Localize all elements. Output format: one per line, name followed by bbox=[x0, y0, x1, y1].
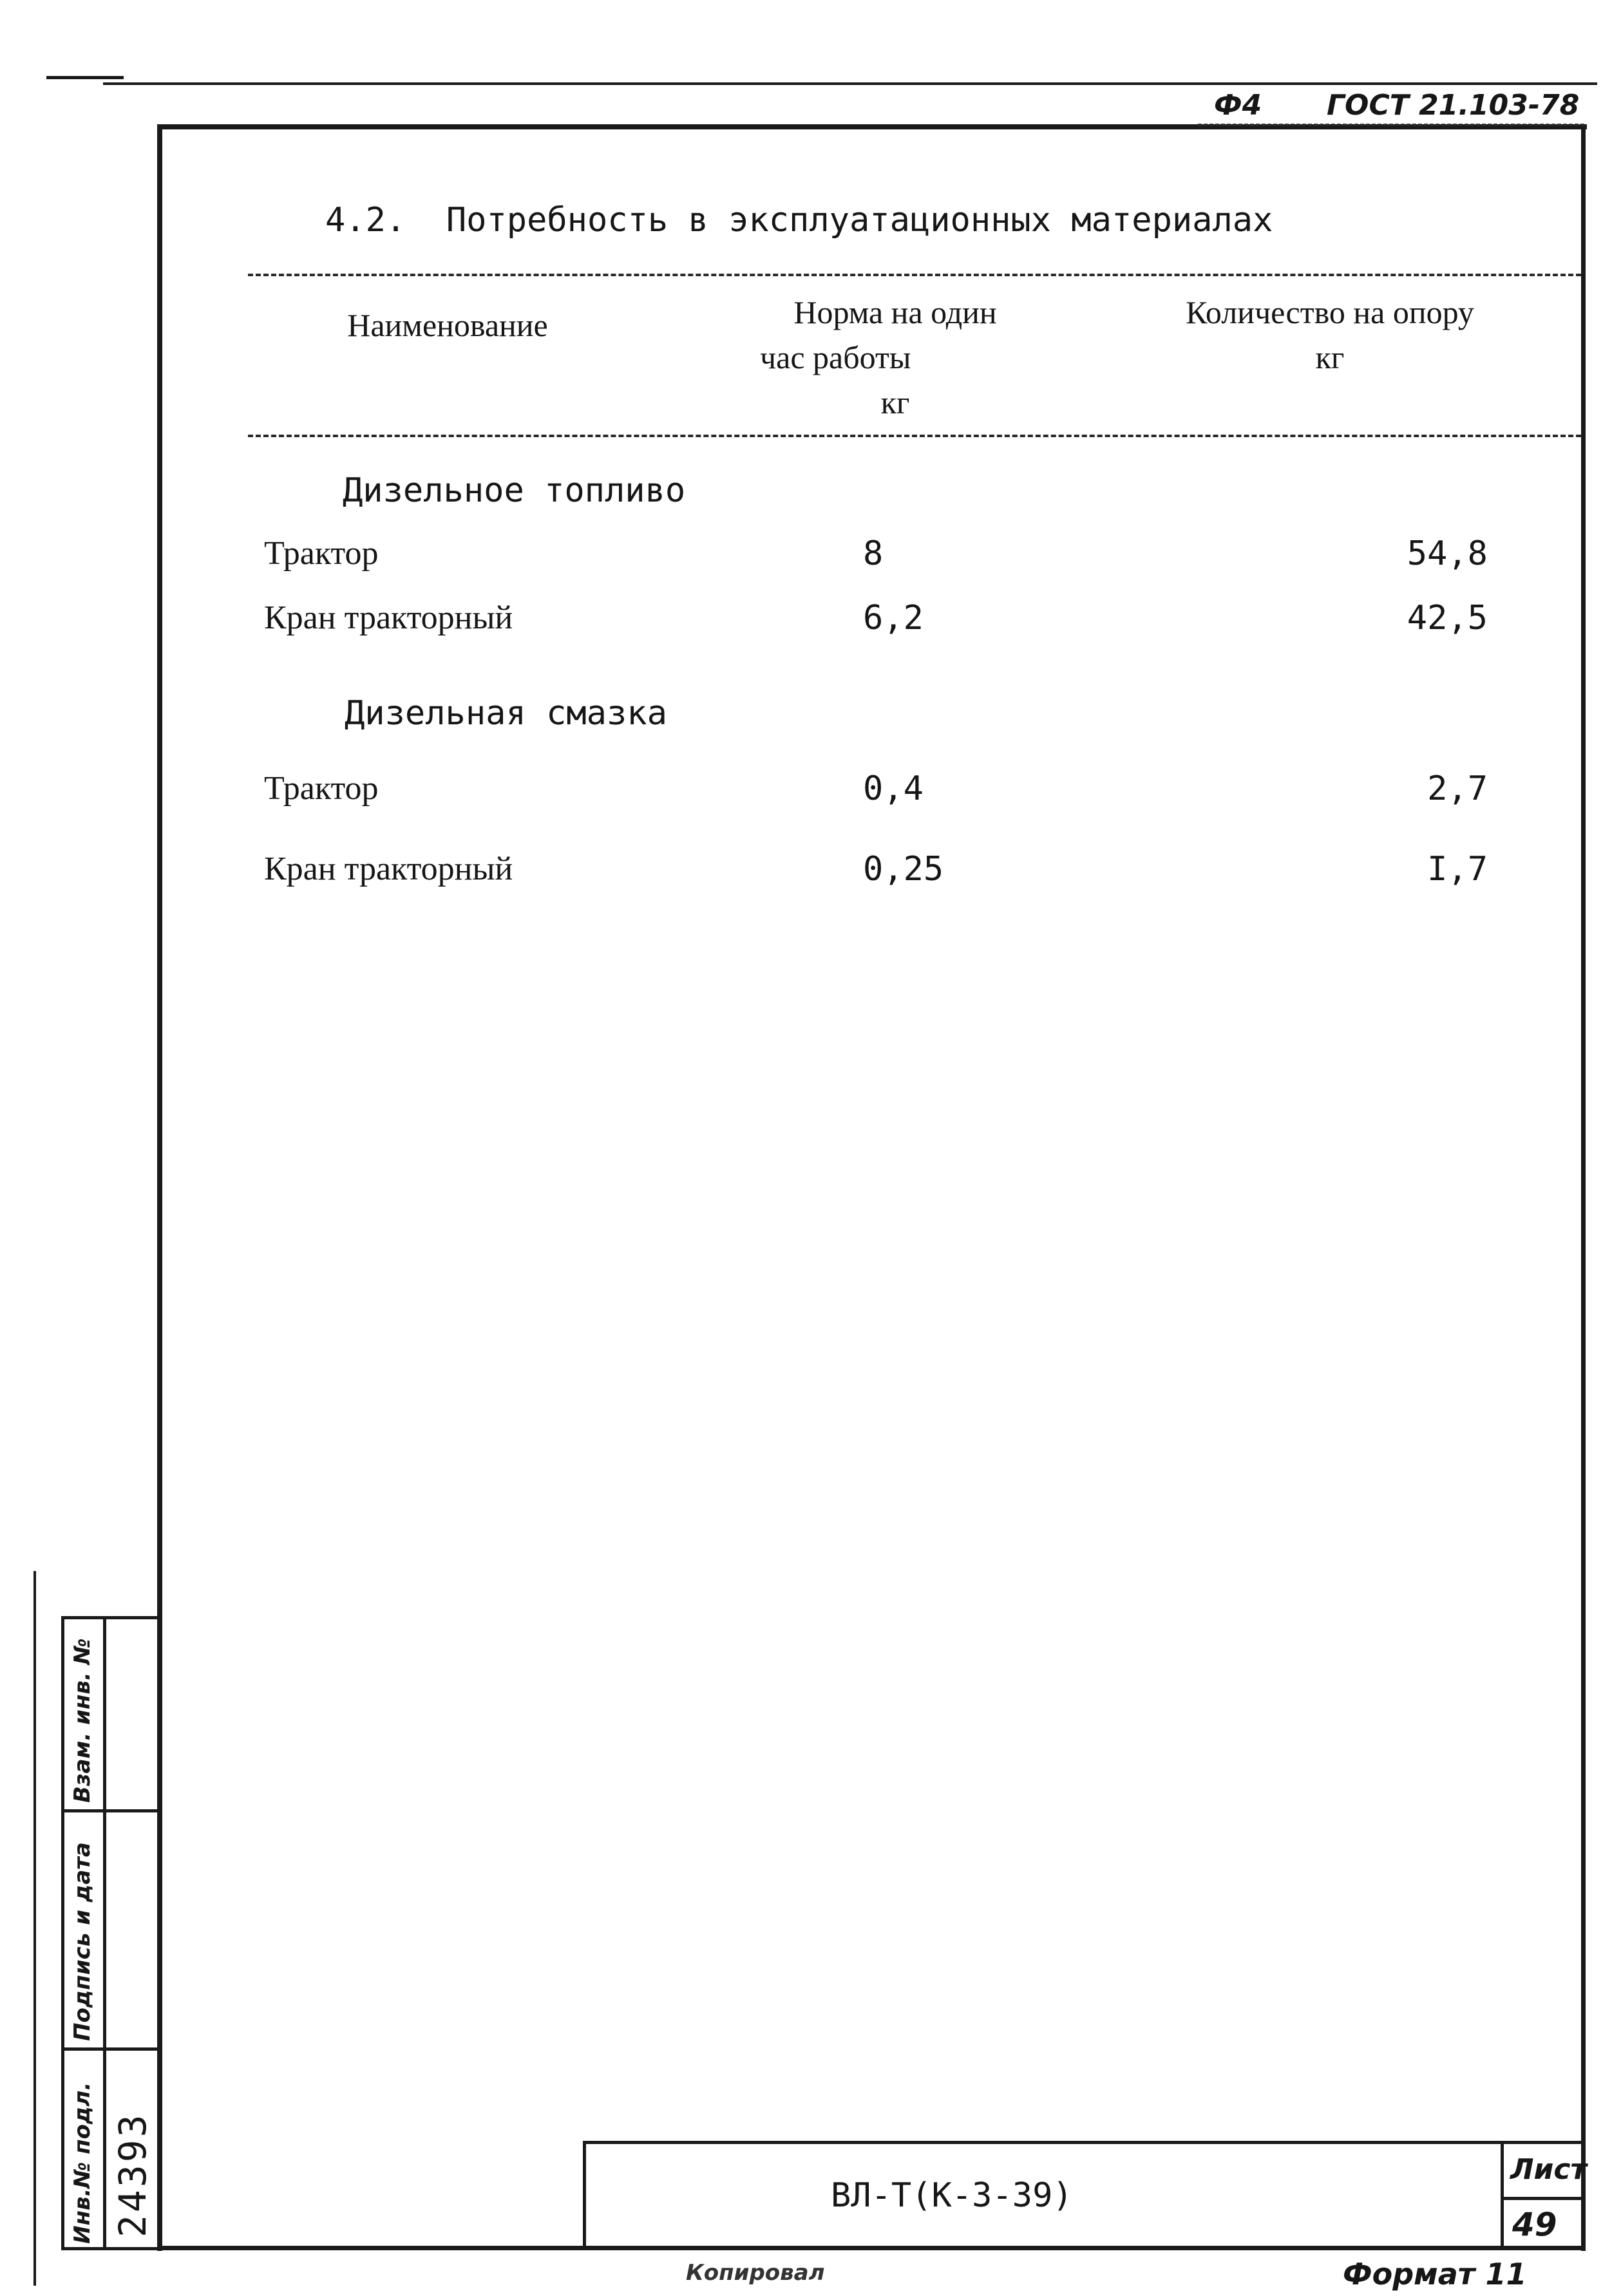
group-title: Дизельное топливо bbox=[343, 471, 686, 510]
side-stamp-divider bbox=[103, 1619, 106, 2247]
column-header-line: кг bbox=[880, 384, 910, 420]
side-stamp-divider bbox=[64, 2047, 158, 2051]
column-header-name bbox=[293, 303, 602, 348]
column-header-line: Количество на опору bbox=[1186, 294, 1474, 330]
title-block bbox=[583, 2141, 1587, 2250]
column-header-line: Норма на один bbox=[793, 294, 997, 330]
column-header-line: кг bbox=[1315, 339, 1345, 375]
copied-label: Копировал bbox=[686, 2260, 825, 2286]
header-underline bbox=[1198, 124, 1584, 126]
side-stamp bbox=[61, 1616, 162, 2250]
top-edge-mark bbox=[46, 76, 124, 79]
sheet-label: Лист bbox=[1510, 2153, 1587, 2186]
inv-number: 24393 bbox=[111, 2112, 155, 2237]
table-header-rule bbox=[248, 435, 1581, 437]
frame-right bbox=[1581, 126, 1586, 2251]
row-qty: 42,5 bbox=[1407, 599, 1488, 637]
row-norm: 6,2 bbox=[863, 599, 924, 637]
left-edge-line bbox=[33, 1571, 36, 2286]
row-qty: 2,7 bbox=[1427, 769, 1488, 808]
row-norm: 0,25 bbox=[863, 850, 944, 889]
form-code: Ф4 bbox=[1214, 89, 1262, 122]
signature-date-label: Подпись и дата bbox=[70, 1842, 95, 2041]
row-norm: 0,4 bbox=[863, 769, 924, 808]
row-qty: 54,8 bbox=[1407, 534, 1488, 573]
side-stamp-divider bbox=[64, 1809, 158, 1812]
row-name: Кран тракторный bbox=[264, 851, 513, 887]
table-row bbox=[264, 599, 1552, 644]
section-title: 4.2. Потребность в эксплуатационных материалах bbox=[325, 201, 1273, 240]
row-name: Трактор bbox=[264, 770, 379, 807]
group-title: Дизельная смазка bbox=[345, 694, 667, 733]
row-name: Трактор bbox=[264, 535, 379, 572]
title-block-divider bbox=[1501, 2197, 1584, 2200]
replace-inv-label: Взам. инв. № bbox=[70, 1638, 95, 1803]
row-norm: 8 bbox=[863, 534, 884, 573]
column-header-line: Наименование bbox=[347, 307, 548, 343]
table-row bbox=[264, 769, 1552, 814]
sheet-number: 49 bbox=[1512, 2206, 1557, 2243]
inv-original-label: Инв.№ подл. bbox=[70, 2082, 95, 2244]
column-header-line: час работы bbox=[760, 339, 911, 375]
format-label: Формат 11 bbox=[1343, 2257, 1527, 2291]
row-qty: I,7 bbox=[1427, 850, 1488, 889]
column-header-qty bbox=[1124, 290, 1536, 380]
column-header-norm bbox=[721, 290, 1069, 425]
table-row bbox=[264, 534, 1552, 579]
top-edge-line bbox=[103, 82, 1597, 85]
document-code: ВЛ-Т(К-3-39) bbox=[831, 2176, 1073, 2215]
row-name: Кран тракторный bbox=[264, 599, 513, 636]
table-top-rule bbox=[248, 274, 1581, 276]
standard-code: ГОСТ 21.103-78 bbox=[1327, 89, 1580, 122]
table-row bbox=[264, 850, 1552, 895]
